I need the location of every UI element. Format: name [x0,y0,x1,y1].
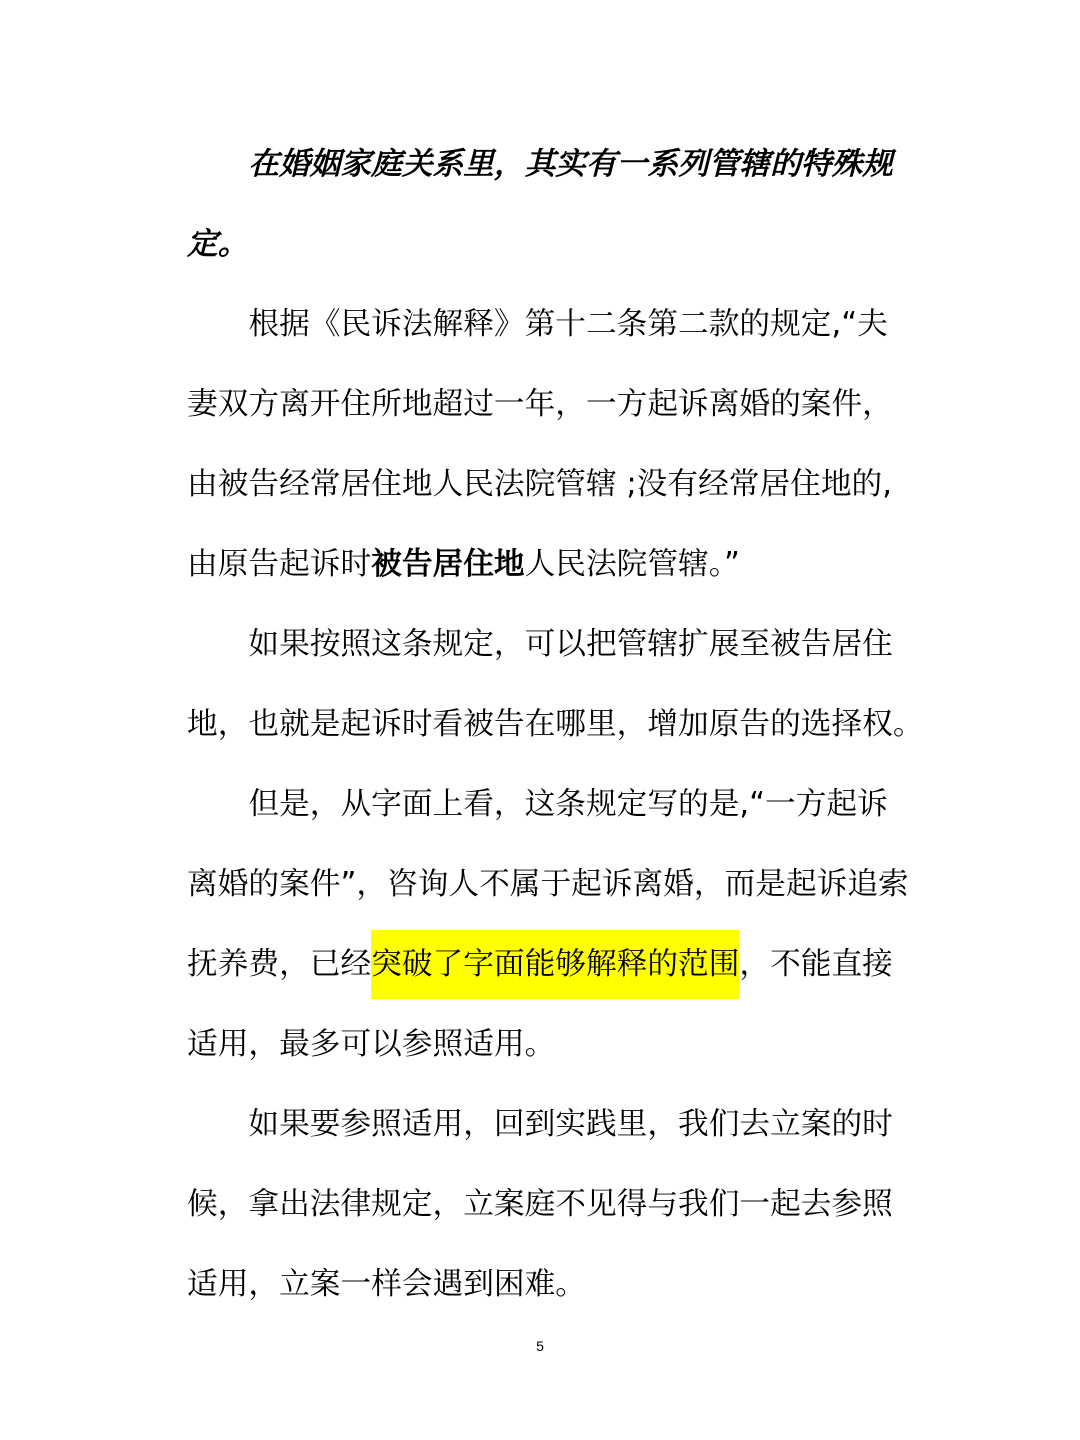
text-segment: 由原告起诉时 [187,547,372,582]
text-line [187,1085,893,1165]
page-number: 5 [536,1338,544,1354]
text-line [187,845,909,925]
text-segment: 地，也就是起诉时看被告在哪里，增加原告的选择权。 [187,707,924,742]
text-line [187,365,893,445]
text-segment: 抚养费，已经 [187,947,372,982]
highlighted-text: 突破了字面能够解释的范围 [371,930,739,999]
paragraph-extension [187,605,924,765]
text-line [187,525,893,605]
text-line [187,925,893,1005]
text-line [187,125,893,205]
paragraph-limitation [187,765,909,1085]
text-segment: 妻双方离开住所地超过一年，一方起诉离婚的案件， [187,387,893,422]
text-segment: 离婚的案件”，咨询人不属于起诉离婚，而是起诉追索 [187,867,909,902]
paragraph-intro [187,125,893,285]
bold-text: 被告居住地 [371,547,525,582]
body-text [187,125,924,1325]
text-segment: 根据《民诉法解释》第十二条第二款的规定,“夫 [248,307,888,342]
text-segment: 在婚姻家庭关系里，其实有一系列管辖的特殊规 [248,147,893,182]
text-segment: ，不能直接 [739,947,893,982]
text-line [187,765,893,845]
text-segment: 人民法院管辖。” [524,547,740,582]
text-segment: 由被告经常居住地人民法院管辖 ;没有经常居住地的, [187,467,892,502]
paragraph-practice [187,1085,893,1325]
text-line [187,1005,893,1085]
text-line [187,685,924,765]
text-segment: 但是，从字面上看，这条规定写的是,“一方起诉 [248,787,888,822]
text-line [187,1245,893,1325]
text-segment: 定。 [187,227,249,262]
text-line [187,605,893,685]
text-segment: 如果要参照适用，回到实践里，我们去立案的时 [248,1107,893,1142]
text-segment: 适用，最多可以参照适用。 [187,1027,556,1062]
text-segment: 如果按照这条规定，可以把管辖扩展至被告居住 [248,627,893,662]
text-segment: 候，拿出法律规定，立案庭不见得与我们一起去参照 [187,1187,893,1222]
text-line [187,1165,893,1245]
text-line [187,445,893,525]
paragraph-legal-basis [187,285,893,605]
text-segment: 适用，立案一样会遇到困难。 [187,1267,586,1302]
text-line [187,205,893,285]
text-line [187,285,893,365]
